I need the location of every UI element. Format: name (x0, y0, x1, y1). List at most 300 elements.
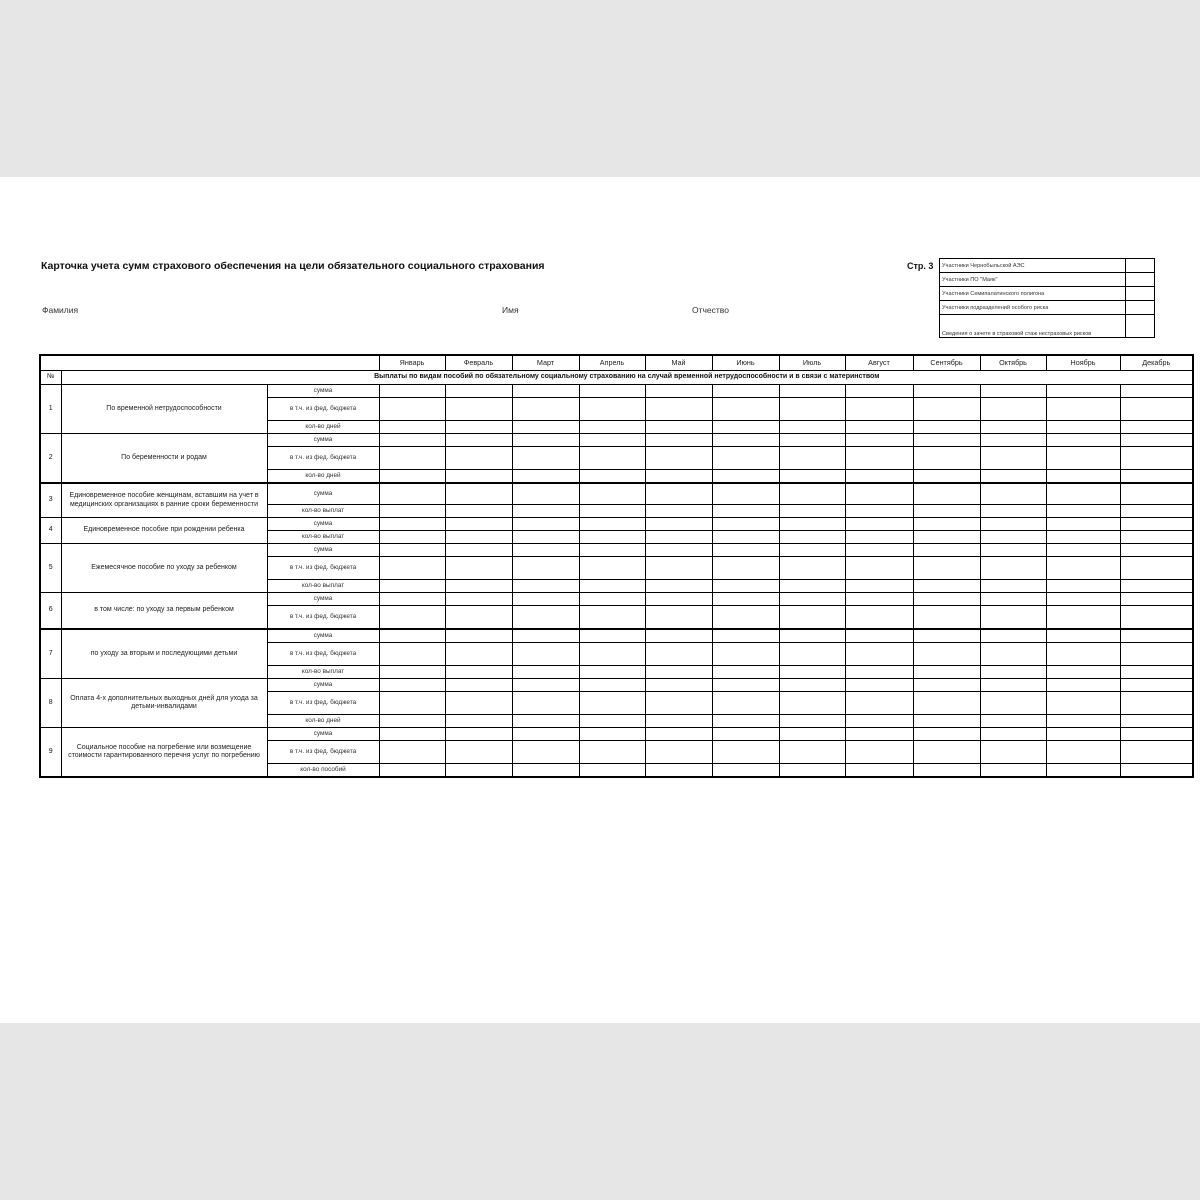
month-value-cell[interactable] (379, 580, 445, 593)
month-value-cell[interactable] (980, 557, 1046, 580)
month-value-cell[interactable] (712, 692, 779, 715)
month-value-cell[interactable] (379, 715, 445, 728)
month-value-cell[interactable] (712, 643, 779, 666)
month-value-cell[interactable] (579, 728, 645, 741)
month-value-cell[interactable] (579, 629, 645, 643)
month-value-cell[interactable] (845, 764, 913, 778)
month-value-cell[interactable] (779, 421, 845, 434)
month-value-cell[interactable] (579, 557, 645, 580)
month-value-cell[interactable] (445, 580, 512, 593)
month-value-cell[interactable] (980, 421, 1046, 434)
month-value-cell[interactable] (645, 385, 712, 398)
month-value-cell[interactable] (980, 580, 1046, 593)
month-value-cell[interactable] (579, 764, 645, 778)
month-value-cell[interactable] (579, 505, 645, 518)
month-value-cell[interactable] (712, 483, 779, 505)
month-value-cell[interactable] (379, 505, 445, 518)
month-value-cell[interactable] (779, 643, 845, 666)
month-value-cell[interactable] (512, 728, 579, 741)
month-value-cell[interactable] (913, 531, 980, 544)
month-header: Январь (379, 355, 445, 371)
month-value-cell[interactable] (645, 447, 712, 470)
month-value-cell[interactable] (645, 666, 712, 679)
month-value-cell[interactable] (779, 692, 845, 715)
month-value-cell[interactable] (579, 434, 645, 447)
month-value-cell[interactable] (645, 741, 712, 764)
month-value-cell[interactable] (645, 580, 712, 593)
month-value-cell[interactable] (712, 629, 779, 643)
month-value-cell[interactable] (445, 557, 512, 580)
month-value-cell[interactable] (512, 483, 579, 505)
month-value-cell[interactable] (913, 666, 980, 679)
month-value-cell[interactable] (845, 385, 913, 398)
month-value-cell[interactable] (1046, 606, 1120, 630)
month-value-cell[interactable] (845, 715, 913, 728)
month-value-cell[interactable] (445, 483, 512, 505)
month-value-cell[interactable] (712, 470, 779, 484)
month-value-cell[interactable] (645, 715, 712, 728)
month-value-cell[interactable] (779, 629, 845, 643)
month-value-cell[interactable] (1120, 741, 1193, 764)
month-value-cell[interactable] (445, 666, 512, 679)
month-value-cell[interactable] (645, 544, 712, 557)
month-value-cell[interactable] (980, 531, 1046, 544)
month-value-cell[interactable] (445, 518, 512, 531)
month-value-cell[interactable] (913, 606, 980, 630)
month-value-cell[interactable] (913, 470, 980, 484)
month-value-cell[interactable] (645, 764, 712, 778)
month-value-cell[interactable] (712, 544, 779, 557)
month-value-cell[interactable] (712, 557, 779, 580)
month-value-cell[interactable] (712, 531, 779, 544)
month-value-cell[interactable] (845, 692, 913, 715)
month-value-cell[interactable] (645, 470, 712, 484)
month-value-cell[interactable] (512, 679, 579, 692)
month-value-cell[interactable] (445, 629, 512, 643)
month-value-cell[interactable] (779, 470, 845, 484)
month-value-cell[interactable] (913, 728, 980, 741)
month-value-cell[interactable] (1046, 544, 1120, 557)
month-value-cell[interactable] (445, 505, 512, 518)
month-value-cell[interactable] (845, 666, 913, 679)
month-value-cell[interactable] (1046, 679, 1120, 692)
month-value-cell[interactable] (512, 692, 579, 715)
month-value-cell[interactable] (913, 741, 980, 764)
month-value-cell[interactable] (1046, 434, 1120, 447)
month-value-cell[interactable] (579, 692, 645, 715)
month-value-cell[interactable] (379, 679, 445, 692)
month-value-cell[interactable] (512, 557, 579, 580)
month-value-cell[interactable] (980, 728, 1046, 741)
month-value-cell[interactable] (645, 593, 712, 606)
month-value-cell[interactable] (1120, 518, 1193, 531)
month-value-cell[interactable] (1120, 434, 1193, 447)
month-value-cell[interactable] (445, 606, 512, 630)
month-value-cell[interactable] (1046, 764, 1120, 778)
month-value-cell[interactable] (1120, 764, 1193, 778)
month-value-cell[interactable] (445, 398, 512, 421)
month-value-cell[interactable] (379, 593, 445, 606)
month-value-cell[interactable] (712, 518, 779, 531)
month-value-cell[interactable] (779, 398, 845, 421)
month-value-cell[interactable] (512, 398, 579, 421)
month-value-cell[interactable] (779, 557, 845, 580)
month-value-cell[interactable] (913, 629, 980, 643)
month-value-cell[interactable] (512, 580, 579, 593)
month-value-cell[interactable] (512, 518, 579, 531)
month-value-cell[interactable] (579, 398, 645, 421)
month-value-cell[interactable] (579, 470, 645, 484)
month-value-cell[interactable] (645, 483, 712, 505)
month-value-cell[interactable] (712, 715, 779, 728)
month-value-cell[interactable] (445, 544, 512, 557)
month-value-cell[interactable] (579, 483, 645, 505)
month-value-cell[interactable] (379, 606, 445, 630)
month-value-cell[interactable] (379, 518, 445, 531)
month-value-cell[interactable] (913, 421, 980, 434)
month-value-cell[interactable] (1120, 606, 1193, 630)
month-value-cell[interactable] (980, 505, 1046, 518)
month-value-cell[interactable] (980, 483, 1046, 505)
month-value-cell[interactable] (1046, 643, 1120, 666)
month-value-cell[interactable] (913, 692, 980, 715)
month-value-cell[interactable] (579, 421, 645, 434)
month-value-cell[interactable] (913, 557, 980, 580)
month-value-cell[interactable] (379, 728, 445, 741)
month-value-cell[interactable] (1120, 580, 1193, 593)
month-value-cell[interactable] (779, 580, 845, 593)
month-value-cell[interactable] (645, 606, 712, 630)
month-value-cell[interactable] (913, 643, 980, 666)
month-value-cell[interactable] (1120, 447, 1193, 470)
month-value-cell[interactable] (579, 593, 645, 606)
month-value-cell[interactable] (512, 764, 579, 778)
month-value-cell[interactable] (1120, 679, 1193, 692)
month-value-cell[interactable] (379, 557, 445, 580)
month-value-cell[interactable] (1046, 741, 1120, 764)
month-value-cell[interactable] (1046, 505, 1120, 518)
month-value-cell[interactable] (913, 593, 980, 606)
month-value-cell[interactable] (980, 385, 1046, 398)
month-value-cell[interactable] (980, 398, 1046, 421)
month-value-cell[interactable] (379, 666, 445, 679)
month-value-cell[interactable] (1120, 715, 1193, 728)
month-value-cell[interactable] (1046, 385, 1120, 398)
month-value-cell[interactable] (980, 764, 1046, 778)
month-value-cell[interactable] (579, 666, 645, 679)
month-value-cell[interactable] (1120, 629, 1193, 643)
month-value-cell[interactable] (1046, 666, 1120, 679)
status-checkbox[interactable] (1126, 259, 1155, 273)
month-value-cell[interactable] (1120, 398, 1193, 421)
month-value-cell[interactable] (913, 505, 980, 518)
indicator-label: сумма (267, 728, 379, 741)
month-value-cell[interactable] (845, 580, 913, 593)
month-value-cell[interactable] (712, 728, 779, 741)
month-value-cell[interactable] (512, 544, 579, 557)
month-value-cell[interactable] (712, 741, 779, 764)
status-checkbox[interactable] (1126, 315, 1155, 338)
month-value-cell[interactable] (512, 505, 579, 518)
month-value-cell[interactable] (980, 518, 1046, 531)
month-value-cell[interactable] (1120, 385, 1193, 398)
month-value-cell[interactable] (512, 385, 579, 398)
month-value-cell[interactable] (645, 692, 712, 715)
month-value-cell[interactable] (379, 764, 445, 778)
month-value-cell[interactable] (1046, 593, 1120, 606)
month-value-cell[interactable] (445, 741, 512, 764)
month-value-cell[interactable] (779, 385, 845, 398)
month-value-cell[interactable] (913, 483, 980, 505)
month-value-cell[interactable] (379, 447, 445, 470)
month-value-cell[interactable] (980, 447, 1046, 470)
month-value-cell[interactable] (845, 434, 913, 447)
month-value-cell[interactable] (579, 385, 645, 398)
month-value-cell[interactable] (512, 593, 579, 606)
month-value-cell[interactable] (845, 483, 913, 505)
month-value-cell[interactable] (779, 483, 845, 505)
month-value-cell[interactable] (913, 544, 980, 557)
month-value-cell[interactable] (779, 764, 845, 778)
month-value-cell[interactable] (779, 728, 845, 741)
month-value-cell[interactable] (379, 470, 445, 484)
section-header-row (40, 371, 1193, 385)
month-value-cell[interactable] (1046, 715, 1120, 728)
month-value-cell[interactable] (913, 518, 980, 531)
month-value-cell[interactable] (712, 434, 779, 447)
month-value-cell[interactable] (980, 434, 1046, 447)
month-value-cell[interactable] (379, 531, 445, 544)
month-value-cell[interactable] (645, 421, 712, 434)
month-value-cell[interactable] (980, 666, 1046, 679)
month-value-cell[interactable] (845, 398, 913, 421)
month-value-cell[interactable] (779, 593, 845, 606)
month-value-cell[interactable] (845, 447, 913, 470)
month-value-cell[interactable] (845, 741, 913, 764)
month-value-cell[interactable] (1120, 531, 1193, 544)
month-value-cell[interactable] (845, 606, 913, 630)
month-value-cell[interactable] (980, 606, 1046, 630)
month-value-cell[interactable] (845, 643, 913, 666)
month-value-cell[interactable] (779, 679, 845, 692)
month-value-cell[interactable] (1120, 643, 1193, 666)
month-value-cell[interactable] (913, 580, 980, 593)
month-value-cell[interactable] (512, 447, 579, 470)
month-value-cell[interactable] (445, 470, 512, 484)
month-value-cell[interactable] (1046, 447, 1120, 470)
month-value-cell[interactable] (579, 531, 645, 544)
month-value-cell[interactable] (645, 398, 712, 421)
month-value-cell[interactable] (980, 679, 1046, 692)
month-value-cell[interactable] (645, 629, 712, 643)
month-value-cell[interactable] (445, 764, 512, 778)
month-value-cell[interactable] (1046, 421, 1120, 434)
month-value-cell[interactable] (779, 606, 845, 630)
month-value-cell[interactable] (645, 643, 712, 666)
month-value-cell[interactable] (980, 629, 1046, 643)
month-value-cell[interactable] (845, 593, 913, 606)
month-value-cell[interactable] (779, 741, 845, 764)
month-value-cell[interactable] (712, 398, 779, 421)
month-value-cell[interactable] (379, 421, 445, 434)
month-value-cell[interactable] (712, 666, 779, 679)
month-value-cell[interactable] (512, 741, 579, 764)
month-value-cell[interactable] (579, 544, 645, 557)
month-value-cell[interactable] (445, 643, 512, 666)
month-value-cell[interactable] (712, 593, 779, 606)
month-value-cell[interactable] (645, 518, 712, 531)
month-value-cell[interactable] (512, 531, 579, 544)
month-value-cell[interactable] (779, 505, 845, 518)
month-value-cell[interactable] (579, 643, 645, 666)
month-value-cell[interactable] (779, 447, 845, 470)
month-value-cell[interactable] (579, 580, 645, 593)
month-value-cell[interactable] (779, 666, 845, 679)
month-value-cell[interactable] (712, 447, 779, 470)
month-value-cell[interactable] (845, 544, 913, 557)
month-value-cell[interactable] (980, 593, 1046, 606)
indicator-label: в т.ч. из фед. бюджета (267, 643, 379, 666)
month-value-cell[interactable] (445, 421, 512, 434)
month-value-cell[interactable] (579, 679, 645, 692)
month-value-cell[interactable] (913, 385, 980, 398)
month-value-cell[interactable] (512, 629, 579, 643)
month-value-cell[interactable] (645, 728, 712, 741)
month-value-cell[interactable] (913, 715, 980, 728)
month-value-cell[interactable] (845, 505, 913, 518)
month-value-cell[interactable] (445, 434, 512, 447)
month-value-cell[interactable] (1046, 580, 1120, 593)
month-value-cell[interactable] (445, 531, 512, 544)
month-value-cell[interactable] (913, 398, 980, 421)
month-value-cell[interactable] (845, 421, 913, 434)
month-value-cell[interactable] (645, 434, 712, 447)
month-value-cell[interactable] (579, 741, 645, 764)
month-value-cell[interactable] (845, 557, 913, 580)
month-value-cell[interactable] (1120, 470, 1193, 484)
month-value-cell[interactable] (645, 505, 712, 518)
month-value-cell[interactable] (379, 434, 445, 447)
month-value-cell[interactable] (512, 643, 579, 666)
month-value-cell[interactable] (379, 385, 445, 398)
month-value-cell[interactable] (1046, 728, 1120, 741)
month-value-cell[interactable] (845, 518, 913, 531)
month-value-cell[interactable] (1046, 692, 1120, 715)
month-value-cell[interactable] (779, 715, 845, 728)
month-value-cell[interactable] (980, 692, 1046, 715)
month-value-cell[interactable] (845, 470, 913, 484)
month-value-cell[interactable] (445, 728, 512, 741)
month-value-cell[interactable] (712, 764, 779, 778)
month-value-cell[interactable] (512, 666, 579, 679)
month-value-cell[interactable] (913, 764, 980, 778)
month-value-cell[interactable] (645, 679, 712, 692)
month-value-cell[interactable] (1046, 483, 1120, 505)
month-value-cell[interactable] (1120, 544, 1193, 557)
month-value-cell[interactable] (1120, 666, 1193, 679)
month-value-cell[interactable] (1120, 593, 1193, 606)
month-value-cell[interactable] (980, 470, 1046, 484)
benefits-table (39, 354, 1194, 778)
month-value-cell[interactable] (980, 643, 1046, 666)
month-value-cell[interactable] (379, 643, 445, 666)
month-value-cell[interactable] (845, 679, 913, 692)
status-checkbox[interactable] (1126, 287, 1155, 301)
month-value-cell[interactable] (445, 679, 512, 692)
status-checkbox[interactable] (1126, 273, 1155, 287)
month-value-cell[interactable] (779, 434, 845, 447)
month-value-cell[interactable] (712, 385, 779, 398)
month-value-cell[interactable] (512, 715, 579, 728)
month-value-cell[interactable] (379, 544, 445, 557)
month-value-cell[interactable] (779, 531, 845, 544)
month-value-cell[interactable] (379, 483, 445, 505)
month-value-cell[interactable] (512, 421, 579, 434)
month-value-cell[interactable] (1120, 421, 1193, 434)
month-value-cell[interactable] (845, 531, 913, 544)
month-value-cell[interactable] (579, 518, 645, 531)
month-value-cell[interactable] (980, 544, 1046, 557)
month-value-cell[interactable] (579, 715, 645, 728)
month-value-cell[interactable] (645, 531, 712, 544)
month-value-cell[interactable] (1120, 557, 1193, 580)
month-value-cell[interactable] (645, 557, 712, 580)
month-value-cell[interactable] (712, 679, 779, 692)
benefit-name: Единовременное пособие при рождении ребенка (61, 518, 267, 544)
table-row (40, 385, 1193, 398)
month-value-cell[interactable] (579, 606, 645, 630)
month-value-cell[interactable] (913, 434, 980, 447)
month-value-cell[interactable] (379, 692, 445, 715)
month-value-cell[interactable] (445, 593, 512, 606)
month-value-cell[interactable] (1120, 483, 1193, 505)
month-value-cell[interactable] (445, 715, 512, 728)
month-value-cell[interactable] (980, 741, 1046, 764)
month-value-cell[interactable] (1120, 692, 1193, 715)
month-value-cell[interactable] (445, 447, 512, 470)
month-value-cell[interactable] (1046, 557, 1120, 580)
month-value-cell[interactable] (1046, 629, 1120, 643)
month-value-cell[interactable] (579, 447, 645, 470)
month-value-cell[interactable] (845, 728, 913, 741)
month-value-cell[interactable] (980, 715, 1046, 728)
month-value-cell[interactable] (1046, 398, 1120, 421)
month-value-cell[interactable] (712, 421, 779, 434)
month-value-cell[interactable] (712, 606, 779, 630)
month-value-cell[interactable] (512, 434, 579, 447)
month-value-cell[interactable] (379, 741, 445, 764)
month-value-cell[interactable] (913, 447, 980, 470)
month-value-cell[interactable] (913, 679, 980, 692)
month-value-cell[interactable] (1046, 518, 1120, 531)
month-value-cell[interactable] (379, 629, 445, 643)
month-value-cell[interactable] (445, 692, 512, 715)
month-value-cell[interactable] (1120, 728, 1193, 741)
month-value-cell[interactable] (779, 544, 845, 557)
month-value-cell[interactable] (845, 629, 913, 643)
month-value-cell[interactable] (1120, 505, 1193, 518)
month-value-cell[interactable] (779, 518, 845, 531)
month-value-cell[interactable] (379, 398, 445, 421)
status-checkbox[interactable] (1126, 301, 1155, 315)
month-value-cell[interactable] (712, 580, 779, 593)
month-value-cell[interactable] (445, 385, 512, 398)
month-value-cell[interactable] (1046, 531, 1120, 544)
month-value-cell[interactable] (512, 606, 579, 630)
month-value-cell[interactable] (712, 505, 779, 518)
month-value-cell[interactable] (512, 470, 579, 484)
month-value-cell[interactable] (1046, 470, 1120, 484)
